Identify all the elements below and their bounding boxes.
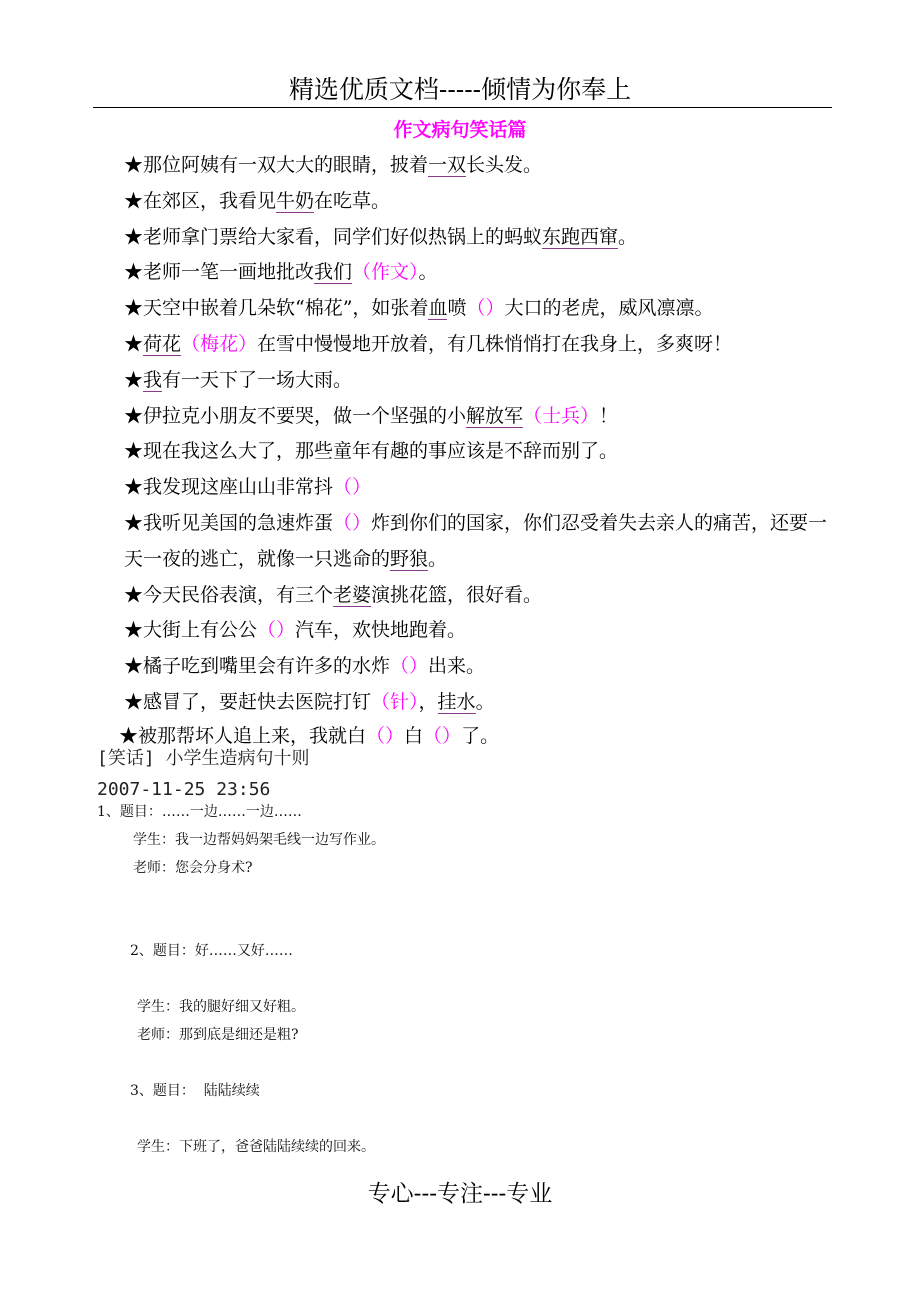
list-item [124, 363, 844, 399]
sentence-text: 大口的老虎，威风凛凛。 [504, 297, 714, 320]
list-item [124, 255, 844, 291]
page-footer: 专心---专注---专业 [367, 1181, 553, 1207]
sentence-text: ★橘子吃到嘴里会有许多的水炸 [124, 655, 391, 678]
correction-text: （梅花） [181, 332, 258, 355]
list-item [124, 291, 844, 327]
sentence-text: 炸到你们的国家，你们忍受着失去亲人的痛苦，还要一天一夜的逃亡，就像一只逃命的 [124, 511, 828, 570]
sentence-text: 长头发。 [466, 154, 543, 176]
sentence-list [119, 148, 844, 751]
sentence-text: 演挑花篮，很好看。 [371, 583, 543, 606]
underlined-phrase: 野狼 [390, 547, 429, 570]
correction-text: （） [390, 655, 429, 678]
list-item [124, 327, 844, 363]
sentence-text: 白 [404, 724, 424, 747]
correction-text: （） [423, 724, 462, 747]
sentence-text: ★大街上有公公 [124, 619, 258, 642]
sentence-text: ★被那帮坏人追上来，我就白 [119, 724, 367, 747]
sentence-text: 。 [428, 547, 448, 570]
list-item [124, 506, 844, 578]
sentence-text: 喷 [447, 297, 467, 320]
sentence-text: ★ [124, 368, 144, 391]
sentence-text: ， [418, 690, 438, 713]
joke-timestamp: 2007-11-25 23:56 [97, 779, 271, 800]
list-item [124, 470, 844, 506]
student-answer-3: 学生：下班了，爸爸陆陆续续的回来。 [137, 1139, 375, 1155]
correction-text: （作文） [352, 261, 419, 284]
student-answer-2: 学生：我的腿好细又好粗。 [137, 999, 305, 1015]
list-item [124, 434, 844, 470]
underlined-phrase: 我 [143, 368, 163, 391]
sentence-text: 。 [618, 225, 638, 248]
sentence-text: 。 [475, 690, 495, 713]
correction-text: （） [466, 297, 505, 320]
sentence-text: ★天空中嵌着几朵软“棉花”，如张着 [124, 297, 429, 320]
underlined-phrase: 牛奶 [276, 189, 315, 212]
correction-text: （士兵） [523, 404, 600, 427]
correction-text: （） [366, 724, 405, 747]
sentence-text: 在雪中慢慢地开放着，有几株悄悄打在我身上，多爽呀！ [257, 332, 733, 355]
page-title: 作文病句笑话篇 [393, 119, 527, 141]
list-item [124, 148, 844, 184]
teacher-reply-1: 老师：您会分身术? [133, 860, 253, 876]
correction-text: （） [333, 476, 372, 499]
sentence-text: 。 [418, 261, 438, 284]
list-item [124, 399, 844, 435]
correction-text: （） [333, 511, 372, 534]
underlined-phrase: 东跑西窜 [542, 225, 619, 248]
question-2: 2、题目：好……又好…… [130, 943, 293, 959]
list-item [124, 220, 844, 256]
underlined-phrase: 我们 [314, 261, 353, 284]
underlined-phrase: 荷花 [143, 332, 182, 355]
correction-text: （） [257, 619, 296, 642]
list-item [124, 578, 844, 614]
header-divider [93, 107, 832, 108]
list-item [124, 649, 844, 685]
student-answer-1: 学生：我一边帮妈妈架毛线一边写作业。 [133, 832, 385, 848]
sentence-text: ★那位阿姨有一双大大的眼睛，披着 [124, 154, 429, 176]
sentence-text: ★老师一笔一画地批改 [124, 261, 315, 284]
page-header: 精选优质文档-----倾情为你奉上 [288, 75, 632, 104]
sentence-text: ★我听见美国的急速炸蛋 [124, 511, 334, 534]
underlined-phrase: 老婆 [333, 583, 372, 606]
sentence-text: ★我发现这座山山非常抖 [124, 476, 334, 499]
underlined-phrase: 挂水 [437, 690, 476, 713]
list-item [124, 685, 844, 721]
sentence-text: 出来。 [428, 655, 486, 678]
sentence-text: ★感冒了，要赶快去医院打钉 [124, 690, 372, 713]
sentence-text: ★今天民俗表演，有三个 [124, 583, 334, 606]
sentence-text: ！ [599, 404, 619, 427]
question-1: 1、题目：……一边……一边…… [97, 804, 302, 820]
underlined-phrase: 一双 [428, 154, 467, 176]
sentence-text: ★ [124, 332, 144, 355]
sentence-text: ★现在我这么大了，那些童年有趣的事应该是不辞而别了。 [124, 440, 619, 463]
joke-section-title: [笑话] 小学生造病句十则 [97, 748, 310, 769]
sentence-text: 在吃草。 [314, 189, 391, 212]
question-3: 3、题目： 陆陆续续 [130, 1083, 260, 1099]
list-item [124, 613, 844, 649]
list-item [124, 184, 844, 220]
underlined-phrase: 解放军 [466, 404, 524, 427]
sentence-text: 了。 [461, 724, 500, 747]
underlined-phrase: 血 [428, 297, 448, 320]
teacher-reply-2: 老师：那到底是细还是粗? [137, 1027, 299, 1043]
sentence-text: ★老师拿门票给大家看，同学们好似热锅上的蚂蚁 [124, 225, 543, 248]
sentence-text: ★在郊区，我看见 [124, 189, 277, 212]
sentence-text: 汽车，欢快地跑着。 [295, 619, 467, 642]
sentence-text: ★伊拉克小朋友不要哭，做一个坚强的小 [124, 404, 467, 427]
correction-text: （针） [371, 690, 419, 713]
sentence-text: 有一天下了一场大雨。 [162, 368, 353, 391]
